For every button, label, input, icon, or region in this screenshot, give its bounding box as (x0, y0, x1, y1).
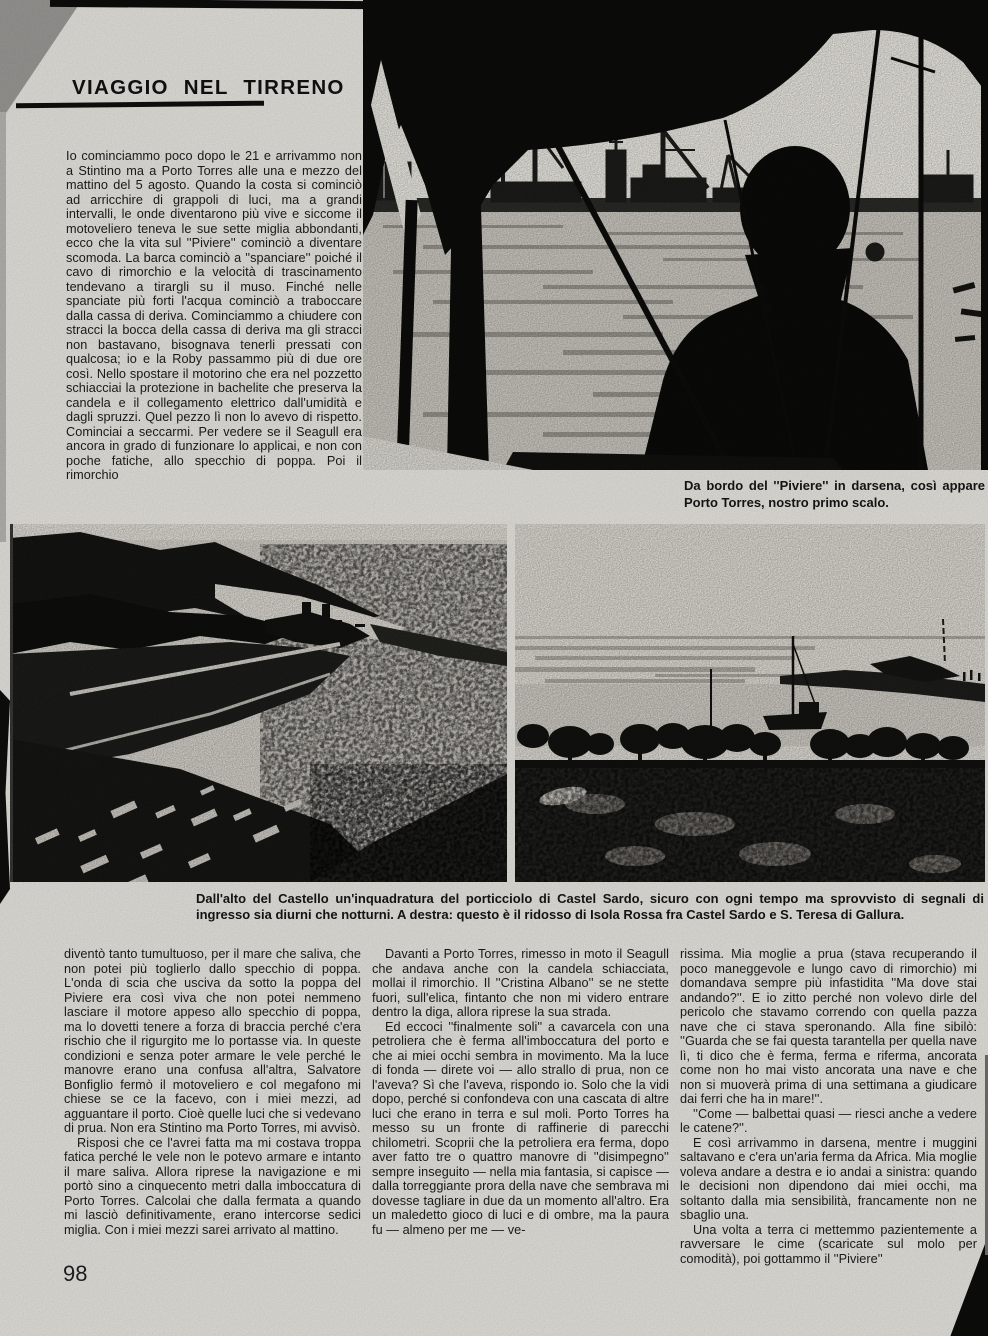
paragraph: diventò tanto tumultuoso, per il mare che saliva, che non potei più toglierlo dallo specchio di poppa. L'onda di scia che usciva da sotto la poppa del Piviere era così viva che non potei nemmeno lasciare il motore appeso allo specchio di poppa, ma lo dovetti tenere a forza di braccia perché c'era rischio che il rigurgito me lo portasse via. In queste condizioni e senza poter armare le vele perché le manovre erano una confusa all'altra, Salvatore Bonfiglio fermò il motoveliero e col megafono mi chiese se ce la facevo, con i miei mezzi, ad agguantare il porto. Cioè quelle luci che si vedevano di prua. Non era Stintino ma Porto Torres, mi avvisò. (64, 947, 361, 1135)
caption-middle-photos: Dall'alto del Castello un'inquadratura del porticciolo di Castel Sardo, sicuro con ogni tempo ma sprovvisto di segnali di ingresso sia diurni che notturni. A destra: questo è il ridosso di Isola Rossa fra Castel Sardo e S. Teresa di Gallura. (196, 891, 984, 922)
paragraph: rissima. Mia moglie a prua (stava recuperando il poco maneggevole e lungo cavo di rimorchio) mi domandava sempre più infastidita ''Ma dove stai andando?''. E io zitto perché non volevo dirle del pericolo che stavamo correndo con quella pazza nave che ci stava speronando. Alla fine sibilò: ''Guarda che se fai questa tarantella per quella nave lì, ti dico che è ferma, ferma e riferma, ancorata come non ho mai visto ancorata una nave e che non si muoverà prima di una settimana a giudicare dai ferri che ha in mare!''. (680, 947, 977, 1106)
photo-grain (515, 524, 985, 882)
scan-artifact-left-marks (0, 690, 10, 904)
text-column-1 (64, 947, 361, 1237)
paragraph: Una volta a terra ci mettemmo pazientemente a ravversare le cime (scaricate sul molo per comodità), poi gottammo il ''Piviere'' (680, 1222, 977, 1266)
photo-grain (10, 524, 507, 882)
paragraph: Davanti a Porto Torres, rimesso in moto il Seagull che andava anche con la candela schiacciata, mollai il rimorchio. Il ''Cristina Albano'' se ne stette fuori, sull'elica, fintanto che non mi videro entrare dentro la diga, allora riprese la sua strada. (372, 947, 669, 1019)
title-rule (16, 101, 264, 108)
paragraph: E così arrivammo in darsena, mentre i muggini saltavano e c'era un'aria ferma da Africa. Mia moglie voleva andare a destra e io andai a sinistra: quando le decisioni non dipendono dai miei occhi, ma soltanto dalla mia sensibilità, francamente non ne sbaglio una. (680, 1135, 977, 1222)
photo-isola-rossa (515, 524, 985, 882)
intro-column (66, 149, 362, 483)
section-title: VIAGGIO NEL TIRRENO (72, 76, 345, 99)
caption-top-photo: Da bordo del ''Piviere'' in darsena, così appare Porto Torres, nostro primo scalo. (684, 478, 985, 510)
paragraph: Ed eccoci ''finalmente soli'' a cavarcela con una petroliera che è ferma all'imboccatura del porto e che ai miei occhi sembra in movimento. Ma la luce di fonda — direte voi — allo strallo di prua, non ce l'aveva? Sì che l'aveva, rispondo io. Solo che la vidi dopo, perché si confondeva con una cascata di altre luci che erano in terra e sul moli. Porto Torres ha messo su un fronte di raffinerie di parecchi chilometri. Scoprii che la petroliera era ferma, dopo aver fatto tre o quattro manovre di ''disimpegno'' sempre inseguito — nella mia fantasia, si capisce — dalla torreggiante prora della nave che sembrava mi dovesse tagliare in due da un momento all'altro. Era un maledetto gioco di luci e di ombre, ma la paura fu — almeno per me — ve- (372, 1019, 669, 1237)
scan-artifact-top-band (50, 0, 366, 9)
photo-grain (363, 0, 988, 470)
text-column-3 (680, 947, 977, 1266)
scan-artifact-left-strip (0, 112, 6, 542)
paragraph: ''Come — balbettai quasi — riesci anche a vedere le catene?''. (680, 1106, 977, 1135)
paragraph: Risposi che ce l'avrei fatta ma mi costava troppa fatica perché le vele non le potevo armare e intanto il mare saliva. Allora riprese la navigazione e mi portò sino a cinquecento metri dalla imboccatura di Porto Torres. Calcolai che dalla fermata a quando mi lasciò definitivamente, erano intercorse sedici miglia. Con i miei mezzi sarei arrivato al mattino. (64, 1135, 361, 1237)
page-number: 98 (63, 1261, 88, 1286)
intro-paragraph: Io cominciammo poco dopo le 21 e arrivammo non a Stintino ma a Porto Torres alle una e mezzo del mattino del 5 agosto. Quando la costa si cominciò ad arricchire di grappoli di luci, ma a grandi intervalli, le onde diventarono più vive e siccome il motoveliero teneva le sue sette miglia abbondanti, ecco che la vita sul ''Piviere'' cominciò a diventare scomoda. La barca cominciò a ''spanciare'' poiché il cavo di rimorchio e la velocità di trascinamento tendevano a tirargli su il muso. Finché nelle spanciate più forti l'acqua cominciò a traboccare dalla cassa di deriva. Cominciammo a chiudere con stracci la bocca della cassa di deriva ma gli stracci non bastavano, bisognava tenerli pressati con qualcosa; io e la Roby passammo più di due ore così. Nello spostare il motorino che era nel pozzetto schiacciai la protezione in bachelite che preserva la candela e il collegamento elettrico dall'umidità e dagli spruzzi. Quel pezzo lì non lo avevo di rispetto. Cominciai a seccarmi. Per vedere se il Seagull era ancora in grado di funzionare lo applicai, e non con poche fatiche, allo specchio di poppa. Poi il rimorchio (66, 149, 362, 482)
photo-porto-torres-harbor (363, 0, 988, 470)
text-column-2 (372, 947, 669, 1237)
photo-castel-sardo-aerial (10, 524, 507, 882)
